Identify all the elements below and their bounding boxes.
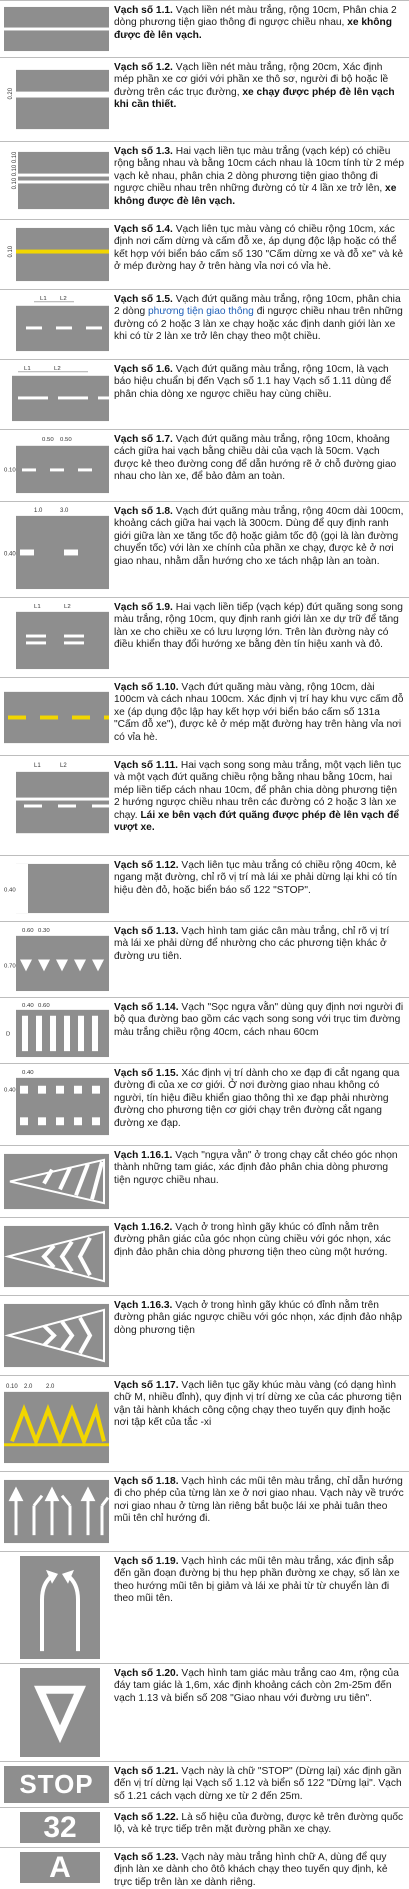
marking-description [114, 860, 405, 897]
marking-emphasis: xe không được đè lên vạch. [114, 183, 397, 207]
marking-illustration [4, 506, 109, 593]
marking-description [114, 1222, 405, 1259]
marking-title: Vạch số 1.9. [114, 602, 173, 613]
marking-row-1-12 [0, 855, 409, 921]
marking-body: Vạch liền nét màu trắng, rộng 10cm, Phân chia 2 dòng phương tiện giao thông đi ngược chiều nhau, [114, 5, 397, 29]
marking-title: Vạch 1.16.3. [114, 1300, 173, 1311]
marking-body: Vạch đứt quãng màu vàng, rộng 10cm, dài 100cm và cách nhau 100cm. Xác định vị trí hay khu vực cấm đỗ xe (áp dụng độc lập hay kết hợp với biển báo cấm số 131a "Cấm đỗ xe"), được kẻ ở mép mặt đường hay trên hàng vỉa nơi có vỉa hè. [114, 682, 404, 743]
marking-description [114, 5, 405, 42]
marking-description [114, 682, 405, 744]
marking-title: Vạch số 1.21. [114, 1766, 179, 1777]
dimension-label-a: 0.60 [22, 927, 34, 934]
marking-row-1-1 [0, 0, 409, 57]
marking-illustration [20, 1852, 100, 1883]
marking-title: Vạch số 1.10. [114, 682, 179, 693]
marking-body: Vạch ở trong hình gãy khúc có đỉnh nằm trên đường phân giác của góc nhọn cùng chiều với góc nhọn, xác định đảo phân chia dòng phương tiện theo cùng một hướng. [114, 1222, 391, 1258]
marking-title: Vạch 1.16.1. [114, 1150, 173, 1161]
marking-illustration [4, 1150, 109, 1213]
marking-title: Vạch 1.16.2. [114, 1222, 173, 1233]
dimension-label-a: 0.50 [42, 436, 54, 443]
dimension-label-width: 0.40 [4, 551, 16, 558]
svg-text:0.10 0.10 0.10: 0.10 0.10 0.10 [11, 151, 19, 190]
marking-row-1-16-3 [0, 1295, 409, 1375]
dimension-label-a: 0.40 [22, 1002, 34, 1009]
traffic-link[interactable]: phương tiện giao thông [148, 306, 254, 318]
marking-description [114, 294, 405, 344]
marking-row-1-19 [0, 1551, 409, 1663]
marking-body: Vạch hình các mũi tên màu trắng, chỉ dẫn hướng đi cho phép của từng làn xe ở nơi giao nhau. Vạch này về trước nơi giao nhau ở từng làn riêng bắt buộc lái xe phải tuân theo mũi tên chỉ hướng đi. [114, 1476, 404, 1525]
marking-row-1-20 [0, 1663, 409, 1761]
marking-body: Xác định vị trí dành cho xe đạp đi cắt ngang qua đường đi của xe cơ giới. Ở nơi đường giao nhau không có người, tín hiệu điều khiển giao thông thì xe đạp phải nhường đường cho phương tiện cơ giới chạy trên đường cắt ngang đường xe đạp. [114, 1068, 400, 1129]
marking-illustration [4, 1476, 109, 1547]
marking-body: Vạch hình tam giác màu trắng cao 4m, rộng của đáy tam giác là 1,6m, xác định khoảng cách còn 2m-25m đến vạch 1.13 và biển số 208 "Giao nhau với đường ưu tiên". [114, 1668, 399, 1704]
marking-illustration [4, 146, 109, 215]
dimension-label-c: 2.0 [45, 1383, 55, 1390]
marking-emphasis: xe không được đè lên vạch. [114, 17, 392, 41]
marking-row-1-11 [0, 755, 409, 855]
dimension-label-l1: L1 [34, 603, 41, 610]
marking-title: Vạch số 1.5. [114, 294, 173, 305]
marking-illustration [20, 1556, 100, 1659]
marking-title: Vạch số 1.7. [114, 434, 173, 445]
marking-body: Vạch đứt quãng màu trắng, rộng 10cm, khoảng cách giữa hai vạch bằng chiều dài của vạch là 50cm. Vạch được kẻ theo đường cong để dẫn hướng rẽ ở chỗ đường giao nhau cho làn xe, để bảo đảm an toàn. [114, 434, 397, 483]
marking-row-1-8 [0, 501, 409, 597]
marking-illustration [4, 1002, 109, 1059]
marking-illustration [20, 1668, 100, 1757]
svg-text:0.10: 0.10 [7, 245, 15, 258]
marking-row-1-13 [0, 921, 409, 997]
marking-row-1-4 [0, 219, 409, 289]
marking-body: Vạch này màu trắng hình chữ A, dùng để quy định làn xe dành cho ôtô khách chạy theo tuyến quy định, kẻ trực tiếp trên làn xe dành riêng. [114, 1852, 388, 1888]
dimension-label-a: 0.10 [6, 1383, 18, 1390]
marking-illustration [4, 364, 109, 425]
dimension-label-l2: L2 [59, 762, 67, 769]
marking-row-1-21 [0, 1761, 409, 1807]
marking-title: Vạch số 1.14. [114, 1002, 179, 1013]
dimension-label-l1: L1 [40, 295, 47, 302]
marking-description [114, 1812, 405, 1837]
dimension-label-width: 0.40 [4, 887, 16, 894]
marking-title: Vạch số 1.1. [114, 5, 173, 16]
marking-row-1-16-2 [0, 1217, 409, 1295]
marking-row-1-9 [0, 597, 409, 677]
marking-row-1-17 [0, 1375, 409, 1471]
marking-description [114, 760, 405, 834]
marking-description [114, 926, 405, 963]
marking-body: Vạch hình các mũi tên màu trắng, xác định sắp đến gần đoạn đường bị thu hẹp phần đường xe chạy, số làn xe theo hướng mũi tên bị giảm và lái xe phải từ từ chuyển làn đi theo mũi tên. [114, 1556, 400, 1605]
marking-description [114, 224, 405, 274]
marking-illustration [20, 1812, 100, 1843]
marking-description [114, 1380, 405, 1430]
dimension-label-width: 0.40 [4, 1087, 16, 1094]
marking-title: Vạch số 1.22. [114, 1812, 179, 1823]
marking-description [114, 1668, 405, 1705]
marking-description [114, 364, 405, 401]
marking-description [114, 1300, 405, 1337]
dimension-label-width: 0.10 [4, 467, 16, 474]
marking-body: Vạch "Sọc ngựa vằn" dùng quy định nơi người đi bộ qua đường bao gồm các vạch song song với trục tim đường màu trắng chiều rộng 40cm, cách nhau 60cm [114, 1002, 404, 1038]
dimension-label-l1: L1 [34, 762, 41, 769]
marking-illustration [4, 1766, 109, 1803]
marking-body: đi ngược chiều nhau trên những đường có 2 hoặc 3 làn xe chạy hoặc xác định danh giới làn xe khi có từ 2 làn xe trở lên chạy theo một chiều. [114, 306, 403, 343]
dimension-label-width: 0.70 [4, 963, 16, 970]
marking-body: Vạch liên tục màu trắng có chiều rộng 40cm, kẻ ngang mặt đường, chỉ rõ vị trí mà lái xe phải dừng lại khi có tín hiệu đèn đỏ, hoặc biển báo số 122 "STOP". [114, 860, 398, 896]
marking-title: Vạch số 1.6. [114, 364, 173, 375]
dimension-label-l2: L2 [54, 365, 61, 372]
marking-body: Vạch ở trong hình gãy khúc có đỉnh nằm trên đường phân giác ngược chiều với góc nhọn, xác định đảo nhập dòng phương tiện [114, 1300, 402, 1336]
marking-row-1-5 [0, 289, 409, 359]
marking-row-1-7 [0, 429, 409, 501]
marking-body: Hai vạch song song màu trắng, một vạch liên tục và một vạch đứt quãng chiều rộng bằng nhau bằng 10cm, hai mép liền tiếp cách nhau 10cm, để phân chia dòng phương tiện 2 hướng ngược chiều nhau trên các đường có 2 hoặc 3 làn xe chạy. [114, 760, 402, 821]
marking-row-1-18 [0, 1471, 409, 1551]
marking-emphasis: xe chạy được phép đè lên vạch khi cần thiết. [114, 86, 395, 111]
marking-description [114, 1556, 405, 1606]
dimension-label-b: 0.60 [38, 1002, 50, 1009]
dimension-label-a: 1.0 [34, 507, 43, 514]
marking-illustration [4, 602, 109, 673]
marking-title: Vạch số 1.2. [114, 62, 173, 73]
dimension-label-width: D [6, 1031, 11, 1038]
dimension-label-b: 2.0 [24, 1383, 33, 1390]
marking-illustration [4, 682, 109, 751]
dimension-label-b: 0.30 [38, 927, 50, 934]
marking-illustration [4, 1380, 109, 1467]
marking-row-1-10 [0, 677, 409, 755]
marking-title: Vạch số 1.3. [114, 146, 173, 157]
marking-illustration [4, 926, 109, 993]
dimension-label-l2: L2 [64, 603, 71, 610]
marking-illustration [4, 62, 109, 137]
marking-body: Vạch này là chữ "STOP" (Dừng lại) xác định gần đến vị trí dừng lại Vạch số 1.12 và biển số 122 "Dừng lại". Vạch số 1.21 cách vạch dừng xe từ 2 đến 25m. [114, 1766, 402, 1802]
marking-row-1-15 [0, 1063, 409, 1145]
marking-illustration [4, 434, 109, 497]
marking-illustration [4, 294, 109, 355]
marking-row-1-16-1 [0, 1145, 409, 1217]
dimension-label-l2: L2 [60, 295, 67, 302]
marking-illustration [4, 860, 109, 917]
marking-body: Vạch liền nét màu trắng, rộng 20cm, Xác định mép phần xe cơ giới với phần xe thô sơ, người đi bộ hoặc lề đường trên các trục đường, [114, 62, 389, 98]
marking-body: Vạch đứt quãng màu trắng, rộng 10cm, là vạch báo hiệu chuẩn bị đến Vạch số 1.1 hay Vạch số 1.11 dùng để phân chia dòng xe ngược chiều hay cùng chiều. [114, 364, 392, 400]
marking-body: Vạch hình tam giác cân màu trắng, chỉ rõ vị trí mà lái xe phải dừng để nhường cho các phương tiện khác ở đường ưu tiên. [114, 926, 390, 962]
marking-illustration [4, 1222, 109, 1291]
route-number-text: 32 [43, 1810, 77, 1844]
svg-text:0.20: 0.20 [7, 87, 15, 100]
marking-title: Vạch số 1.18. [114, 1476, 179, 1487]
marking-title: Vạch số 1.23. [114, 1852, 179, 1863]
marking-title: Vạch số 1.8. [114, 506, 173, 517]
dimension-label-b: 0.50 [60, 436, 72, 443]
bus-lane-letter: A [49, 1850, 71, 1884]
marking-body-pre: Vạch đứt quãng màu trắng, rộng 10cm, phân chia 2 dòng [114, 294, 401, 318]
marking-description [114, 1852, 405, 1889]
marking-description [114, 1766, 405, 1803]
marking-emphasis: Lái xe bên vạch đứt quãng được phép đè lên vạch để vượt xe. [114, 809, 400, 834]
marking-row-1-22 [0, 1807, 409, 1847]
marking-body: Vạch đứt quãng màu trắng, rộng 40cm dài 100cm, khoảng cách giữa hai vạch là 300cm. Dùng để quy định ranh giới giữa làn xe tăng tốc độ hoặc giảm tốc độ (gọi là làn đường chuyển tốc) với làn xe chính của phần xe chạy, được kẻ ở nơi giao nhau, nhằm dẫn hướng cho xe tách nhập làn an toàn. [114, 506, 404, 567]
marking-illustration [4, 1068, 109, 1141]
marking-row-1-23 [0, 1847, 409, 1887]
marking-description [114, 434, 405, 484]
marking-title: Vạch số 1.19. [114, 1556, 179, 1567]
marking-description [114, 1068, 405, 1130]
marking-title: Vạch số 1.11. [114, 760, 178, 771]
marking-title: Vạch số 1.4. [114, 224, 173, 235]
dimension-label-l1: L1 [24, 365, 31, 372]
marking-illustration [4, 1300, 109, 1371]
marking-title: Vạch số 1.15. [114, 1068, 179, 1079]
marking-title: Vạch số 1.17. [114, 1380, 179, 1391]
marking-row-1-3 [0, 141, 409, 219]
marking-title: Vạch số 1.13. [114, 926, 179, 937]
marking-row-1-14 [0, 997, 409, 1063]
marking-description [114, 506, 405, 568]
marking-title: Vạch số 1.20. [114, 1668, 179, 1679]
marking-body: Vạch "ngựa vằn" ở trong chạy cắt chéo góc nhọn thành những tam giác, xác định đảo phân chia dòng phương tiện ngược chiều nhau. [114, 1150, 398, 1186]
marking-body: Vạch liên tục màu vàng có chiều rộng 10cm, xác định nơi cấm dừng và cấm đỗ xe, áp dụng độc lập hoặc có thể kết hợp với biển báo cấm số 130 "Cấm dừng xe và đỗ xe" và kẻ ở mép đường hay ở trên hàng vỉa nơi có vỉa hè. [114, 224, 404, 273]
marking-row-1-2 [0, 57, 409, 141]
marking-body: Hai vạch liền tục màu trắng (vạch kép) có chiều rộng bằng nhau và bằng 10cm cách nhau là 10cm tính từ 2 mép vạch kẻ nhau, phân chia 2 dòng phương tiện giao thông đi ngược chiều nhau trên những đường có từ 4 lần xe trở lên, [114, 146, 404, 195]
marking-description [114, 602, 405, 652]
marking-description [114, 62, 405, 112]
dimension-label-a: 0.40 [22, 1069, 34, 1076]
marking-illustration [4, 5, 109, 53]
marking-description [114, 1476, 405, 1526]
marking-illustration [4, 760, 109, 851]
marking-body: Hai vạch liền tiếp (vạch kép) đứt quãng song song màu trắng, rộng 10cm, quy định ranh giới làn xe dự trữ để tăng làn xe cho chiều xe có lưu lượng lớn. Trên làn đường này có điều khiển thay đổi hướng xe bằng đèn tín hiệu xanh và đỏ. [114, 602, 403, 651]
dimension-label-b: 3.0 [60, 507, 69, 514]
marking-description [114, 1150, 405, 1187]
stop-road-text: STOP [19, 1769, 94, 1799]
marking-description [114, 1002, 405, 1039]
marking-row-1-6 [0, 359, 409, 429]
marking-title: Vạch số 1.12. [114, 860, 179, 871]
marking-illustration [4, 224, 109, 285]
marking-description [114, 146, 405, 208]
marking-body: Vạch liên tục gãy khúc màu vàng (có dạng hình chữ M, nhiều đỉnh), quy định vị trí dừng xe của các phương tiện vận tải hành khách công cộng chạy theo tuyến quy định hoặc nơi tập kết của tắc -xi [114, 1380, 402, 1429]
marking-body: Là số hiệu của đường, được kẻ trên đường quốc lộ, và kẻ trực tiếp trên mặt đường phần xe chạy. [114, 1812, 404, 1836]
